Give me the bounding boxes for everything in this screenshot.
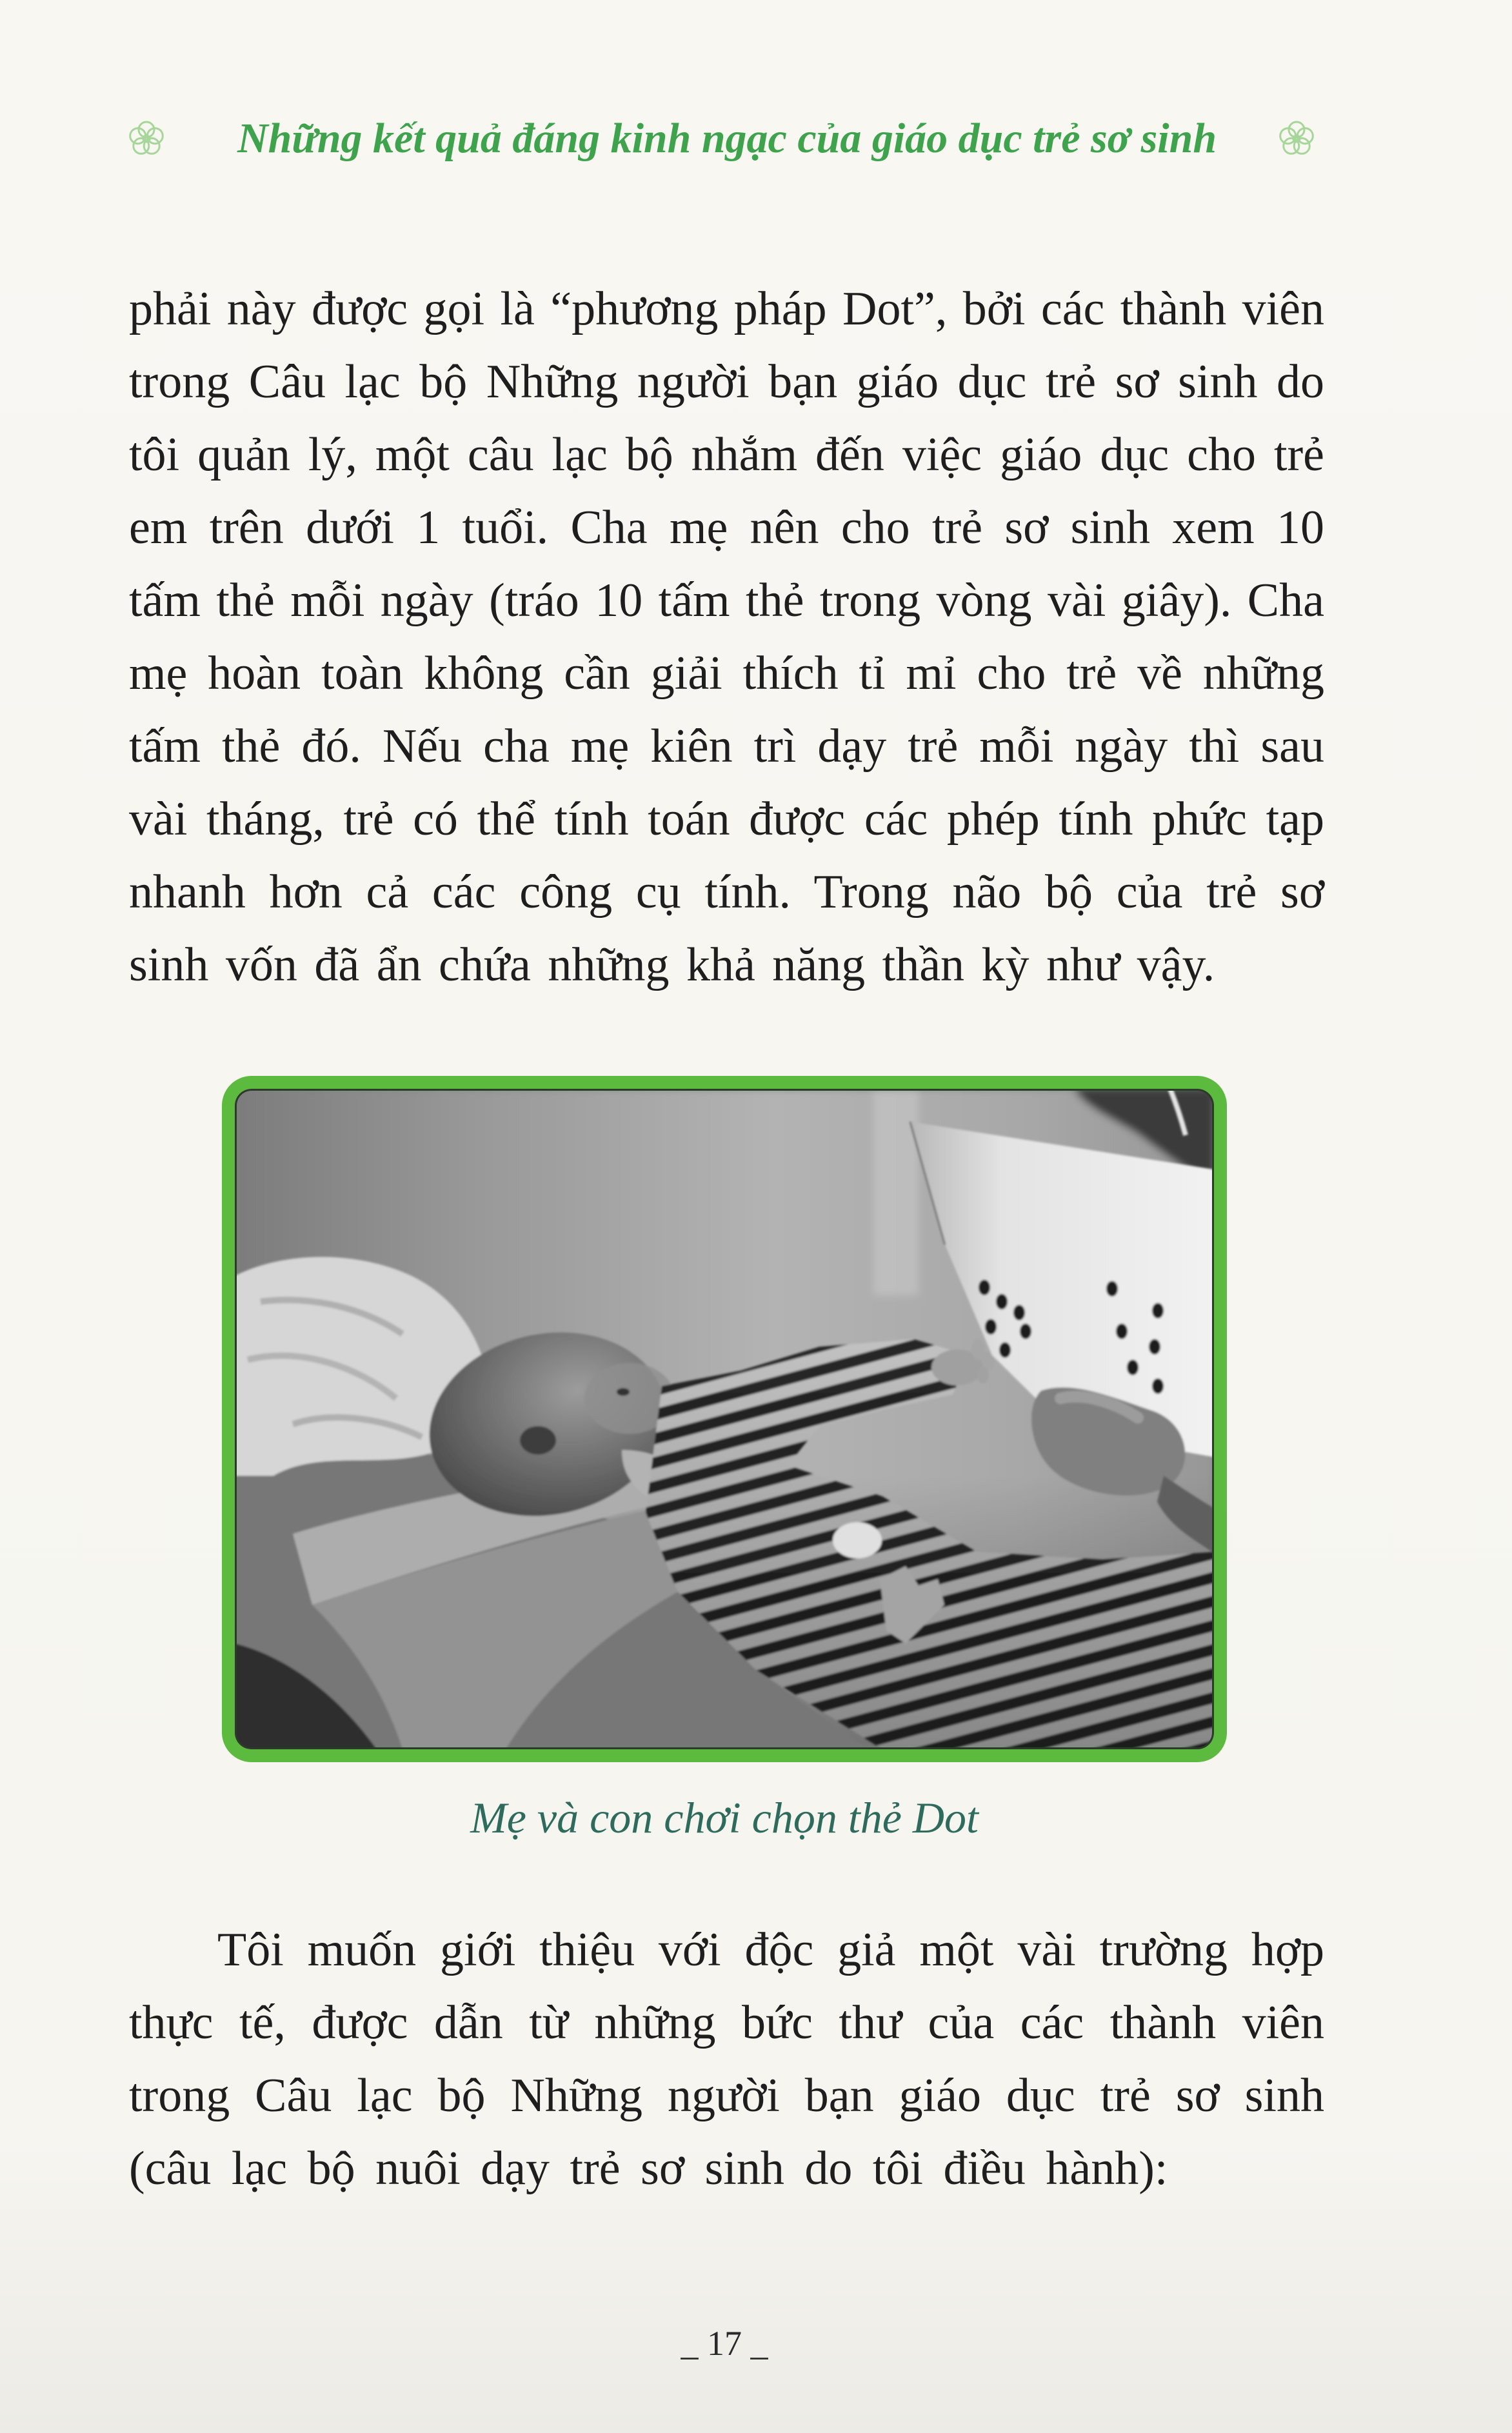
paragraph-line: thực tế, được dẫn từ những bức thư của các thành viên bbox=[129, 1996, 1324, 2049]
paragraph-line: trong Câu lạc bộ Những người bạn giáo dục trẻ sơ sinh bbox=[129, 2069, 1324, 2122]
paragraph-line: nhanh hơn cả các công cụ tính. Trong não bộ của trẻ sơ bbox=[129, 866, 1324, 919]
card-dot bbox=[999, 1342, 1011, 1358]
paragraph-1 bbox=[129, 273, 1324, 1002]
photo-frame bbox=[222, 1076, 1227, 1762]
figure-caption: Mẹ và con chơi chọn thẻ Dot bbox=[470, 1793, 979, 1842]
flower-outline-icon bbox=[1273, 115, 1320, 162]
page-number: _ 17 _ bbox=[681, 2324, 768, 2363]
paragraph-line: (câu lạc bộ nuôi dạy trẻ sơ sinh do tôi điều hành): bbox=[129, 2142, 1168, 2195]
running-header: Những kết quả đáng kinh ngạc của giáo dục trẻ sơ sinh bbox=[237, 115, 1217, 162]
paragraph-line: sinh vốn đã ẩn chứa những khả năng thần kỳ như vậy. bbox=[129, 938, 1215, 991]
card-dot bbox=[1152, 1378, 1164, 1394]
card-dot bbox=[985, 1319, 997, 1335]
card-dot bbox=[1106, 1281, 1118, 1296]
paragraph-line: tấm thẻ đó. Nếu cha mẹ kiên trì dạy trẻ mỗi ngày thì sau bbox=[129, 720, 1324, 773]
card-dot bbox=[1013, 1305, 1025, 1320]
card-dot bbox=[1020, 1324, 1031, 1339]
paragraph-line: trong Câu lạc bộ Những người bạn giáo dục trẻ sơ sinh do bbox=[129, 355, 1324, 408]
paragraph-2 bbox=[129, 1914, 1324, 2205]
paragraph-line: mẹ hoàn toàn không cần giải thích tỉ mỉ cho trẻ về những bbox=[129, 647, 1324, 700]
paragraph-line: vài tháng, trẻ có thể tính toán được các phép tính phức tạp bbox=[129, 793, 1324, 846]
photo-mother-baby-dot-card bbox=[235, 1089, 1214, 1749]
card-dot bbox=[1127, 1360, 1139, 1375]
card-dot bbox=[996, 1294, 1008, 1309]
paragraph-line: em trên dưới 1 tuổi. Cha mẹ nên cho trẻ sơ sinh xem 10 bbox=[129, 501, 1324, 554]
flower-outline-icon bbox=[123, 115, 170, 162]
card-dot bbox=[979, 1280, 990, 1295]
card-dot bbox=[1116, 1324, 1128, 1339]
card-dot bbox=[1149, 1339, 1160, 1355]
small-toy bbox=[833, 1522, 882, 1558]
paragraph-line: tôi quản lý, một câu lạc bộ nhắm đến việc giáo dục cho trẻ bbox=[129, 428, 1324, 481]
paragraph-line: tấm thẻ mỗi ngày (tráo 10 tấm thẻ trong vòng vài giây). Cha bbox=[129, 574, 1324, 627]
paragraph-line: Tôi muốn giới thiệu với độc giả một vài trường hợp bbox=[217, 1923, 1324, 1976]
card-dot bbox=[1152, 1303, 1164, 1318]
paragraph-line: phải này được gọi là “phương pháp Dot”, bởi các thành viên bbox=[129, 283, 1324, 335]
